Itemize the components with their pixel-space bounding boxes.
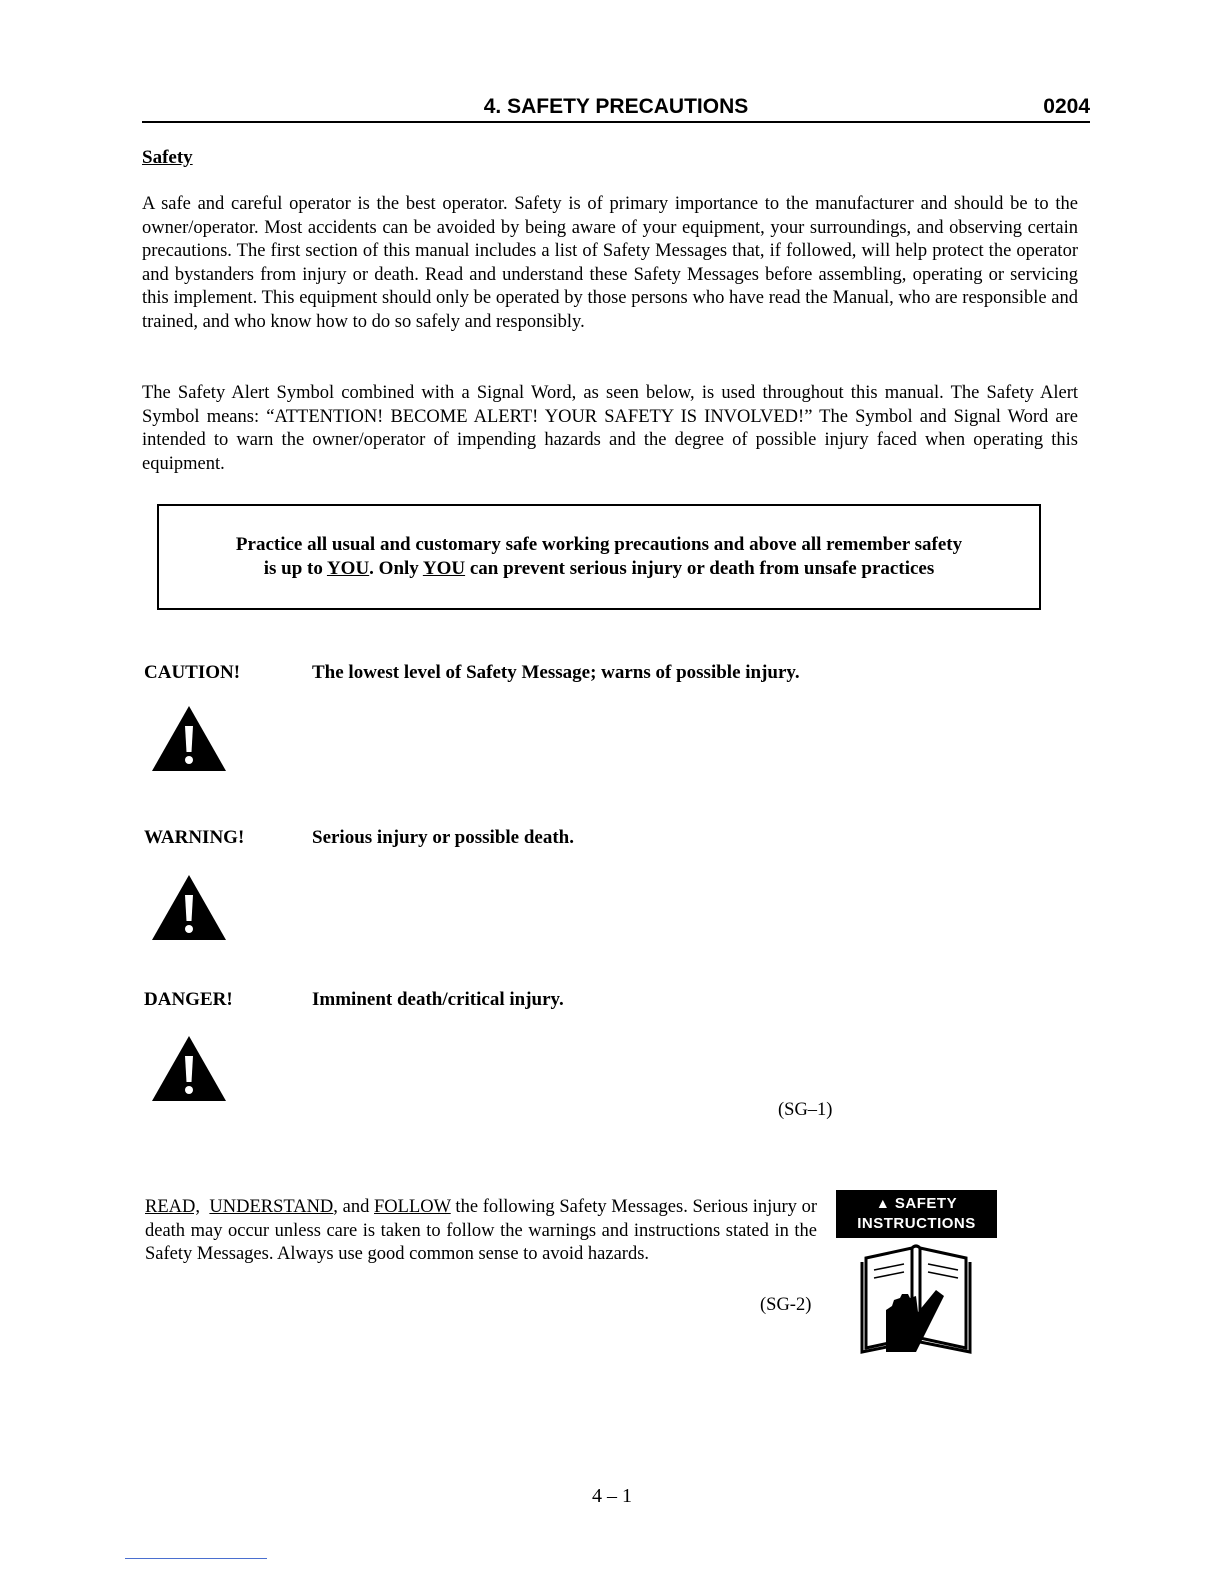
page-header bbox=[142, 93, 1090, 123]
read-rest: the following Safety Messages. Serious injury or death may occur unless care is taken to follow the warnings and instructions stated in the Safety Messages. Always use good common sense to avoid hazards. bbox=[145, 1197, 817, 1264]
notice-part-2: . Only bbox=[369, 558, 423, 579]
manual-book-hand-icon bbox=[856, 1240, 976, 1356]
symbol-paragraph: The Safety Alert Symbol combined with a Signal Word, as seen below, is used throughout this manual. The Safety Alert Symbol means: “ATTENTION! BECOME ALERT! YOUR SAFETY IS INVOLVED!” The Symbol and Signal Word are intended to warn the owner/operator of impending hazards and the degree of possible injury faced when operating this equipment. bbox=[142, 383, 1078, 474]
badge-line-2: INSTRUCTIONS bbox=[857, 1215, 976, 1232]
danger-desc: Imminent death/critical injury. bbox=[312, 989, 564, 1010]
document-code: 0204 bbox=[1043, 95, 1090, 118]
section-title: Safety bbox=[142, 147, 193, 168]
reference-sg2: (SG-2) bbox=[760, 1295, 812, 1315]
notice-text bbox=[229, 533, 969, 581]
footer-line bbox=[125, 1558, 267, 1559]
safety-alert-icon bbox=[150, 873, 228, 941]
danger-word: DANGER! bbox=[144, 989, 233, 1010]
safety-instructions-badge bbox=[836, 1190, 997, 1238]
safety-alert-icon bbox=[150, 704, 228, 772]
chapter-title: 4. SAFETY PRECAUTIONS bbox=[483, 95, 749, 118]
badge-line-1: SAFETY bbox=[894, 1195, 958, 1212]
follow-word: FOLLOW bbox=[374, 1197, 451, 1217]
caution-desc: The lowest level of Safety Message; warns of possible injury. bbox=[312, 662, 800, 683]
comma-and: , and bbox=[333, 1197, 374, 1217]
warning-word: WARNING! bbox=[144, 827, 245, 848]
notice-part-3: can prevent serious injury or death from unsafe practices bbox=[465, 558, 935, 579]
notice-part-1: Practice all usual and customary safe working precautions and above all remember safety is up to bbox=[235, 534, 963, 579]
read-understand-follow-paragraph bbox=[145, 1196, 817, 1267]
read-word: READ, bbox=[145, 1197, 200, 1217]
intro-paragraph: A safe and careful operator is the best operator. Safety is of primary importance to the manufacturer and should be to the owner/operator. Most accidents can be avoided by being aware of your equipment, your surroundings, and observing certain precautions. The first section of this manual includes a list of Safety Messages that, if followed, will help protect the operator and bystanders from injury or death. Read and understand these Safety Messages before assembling, operating or servicing this implement. This equipment should only be operated by those persons who have read the Manual, who are responsible and trained, and who know how to do so safely and responsibly. bbox=[142, 194, 1078, 332]
notice-you-2: YOU bbox=[422, 558, 466, 579]
notice-box bbox=[157, 504, 1041, 610]
caution-word: CAUTION! bbox=[144, 662, 241, 683]
page-number: 4 – 1 bbox=[592, 1485, 632, 1507]
reference-sg1: (SG–1) bbox=[778, 1100, 833, 1120]
warning-triangle-icon: ▲ bbox=[875, 1195, 891, 1211]
understand-word: UNDERSTAND bbox=[209, 1197, 334, 1217]
safety-alert-icon bbox=[150, 1034, 228, 1102]
notice-you-1: YOU bbox=[326, 558, 370, 579]
warning-desc: Serious injury or possible death. bbox=[312, 827, 574, 848]
